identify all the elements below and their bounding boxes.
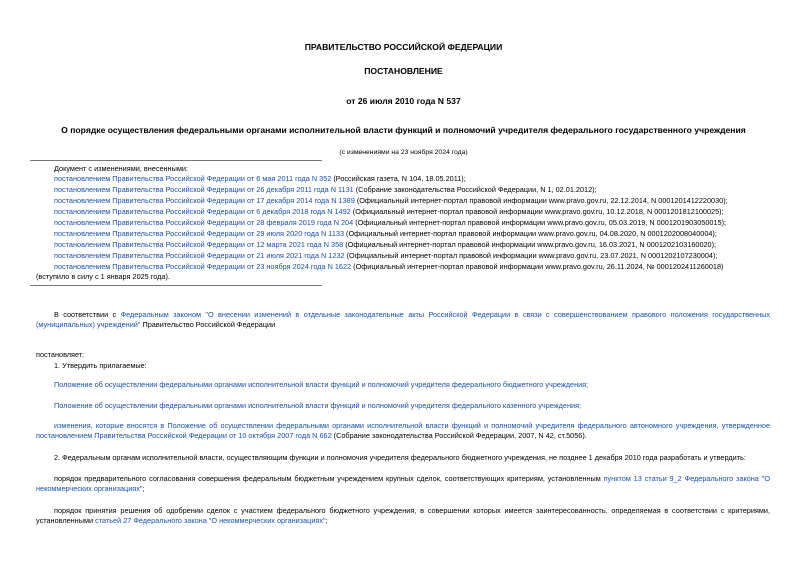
doc-type-heading: ПОСТАНОВЛЕНИЕ <box>364 66 443 76</box>
amendment-item <box>54 240 716 250</box>
paragraph-1: 1. Утвердить прилагаемые: <box>54 361 147 370</box>
changes-link[interactable]: изменения, которые вносятся в Положение об осуществлении федеральными органами исполнительной власти функций и полномочий учредителя федерального автономного учреждения, утвержденное постановлением Правительства Российской Федерации от 10 октября 2007 года N 662 <box>36 421 770 440</box>
amendment-source: (Собрание законодательства Российской Федерации, N 1, 02.01.2012); <box>353 185 597 194</box>
amendment-source: (Официальный интернет-портал правовой информации www.pravo.gov.ru, 10.12.2018, N 0001201812100025); <box>350 207 724 216</box>
amendment-source: (Официальный интернет-портал правовой информации www.pravo.gov.ru, 05.03.2019, N 0001201903050015); <box>353 218 727 227</box>
amendments-intro: Документ с изменениями, внесенными: <box>54 164 188 173</box>
changes-source: (Собрание законодательства Российской Федерации, 2007, N 42, ст.5056). <box>331 431 587 440</box>
amendment-item <box>54 207 724 217</box>
edition-note: (с изменениями на 23 ноября 2024 года) <box>339 149 468 156</box>
government-heading: ПРАВИТЕЛЬСТВО РОССИЙСКОЙ ФЕДЕРАЦИИ <box>304 42 503 52</box>
amendment-item <box>54 218 726 228</box>
paragraph-2a-text: порядок предварительного согласования совершения федеральным бюджетным учреждением крупных сделок, соответствующих критериям, установленным <box>54 474 604 483</box>
paragraph-2b-text: порядок принятия решения об одобрении сделок с участием федерального бюджетного учреждения, в совершении которых имеется заинтересованность, определяемая в соответствии с критериями, установленными <box>36 506 770 525</box>
link-regulation-state <box>54 401 581 411</box>
amendment-link[interactable]: постановлением Правительства Российской Федерации от 28 февраля 2019 года N 204 <box>54 218 354 227</box>
amendment-item <box>54 251 717 261</box>
paragraph-2: 2. Федеральным органам исполнительной власти, осуществляющим функции и полномочия учредителя федерального бюджетного учреждения, не позднее 1 декабря 2010 года разработать и утвердить: <box>54 453 746 462</box>
amendment-source: (Официальный интернет-портал правовой информации www.pravo.gov.ru, 23.07.2021, N 0001202107230004); <box>344 251 718 260</box>
law-article-9-2-link[interactable]: пунктом 13 статьи 9_2 Федерального закона "О некоммерческих организациях" <box>36 474 770 493</box>
amendment-source: (Официальный интернет-портал правовой информации www.pravo.gov.ru, 16.03.2021, N 0001202103160020); <box>343 240 717 249</box>
regulation-budget-link[interactable]: Положение об осуществлении федеральными органами исполнительной власти функций и полномочий учредителя федерального бюджетного учреждения; <box>54 380 589 389</box>
amendment-item <box>54 174 466 184</box>
paragraph-2b <box>36 506 770 526</box>
preamble <box>36 310 770 330</box>
amendment-link[interactable]: постановлением Правительства Российской Федерации от 26 декабря 2011 года N 1131 <box>54 185 354 194</box>
amendment-link[interactable]: постановлением Правительства Российской Федерации от 12 марта 2021 года N 358 <box>54 240 344 249</box>
link-regulation-budget <box>54 380 588 390</box>
amendment-link[interactable]: постановлением Правительства Российской Федерации от 29 июля 2020 года N 1133 <box>54 229 345 238</box>
amendment-link[interactable]: постановлением Правительства Российской Федерации от 17 декабря 2014 года N 1389 <box>54 196 355 205</box>
decrees-word: постановляет: <box>36 350 85 359</box>
amendment-link[interactable]: постановлением Правительства Российской Федерации от 21 июля 2021 года N 1232 <box>54 251 345 260</box>
amendments-top-rule <box>30 160 322 161</box>
amendment-link[interactable]: постановлением Правительства Российской Федерации от 6 декабря 2018 года N 1492 <box>54 207 351 216</box>
paragraph-2a-end: ; <box>142 484 145 493</box>
doc-title: О порядке осуществления федеральными органами исполнительной власти функций и полномочий учредителя федерального государственного учреждения <box>61 125 746 135</box>
doc-date-number: от 26 июля 2010 года N 537 <box>346 96 461 106</box>
amendment-item <box>54 196 728 206</box>
amendment-source: (Официальный интернет-портал правовой информации www.pravo.gov.ru, 22.12.2014, N 0001201412220030); <box>354 196 728 205</box>
paragraph-2a <box>36 474 770 494</box>
amendment-link[interactable]: постановлением Правительства Российской Федерации от 23 ноября 2024 года N 1622 <box>54 262 352 271</box>
paragraph-2b-end: ; <box>325 516 328 525</box>
amendment-source: (Официальный интернет-портал правовой информации www.pravo.gov.ru, 04.08.2020, N 0001202008040004); <box>344 229 717 238</box>
preamble-ending: Правительство Российской Федерации <box>140 320 276 329</box>
paragraph-1-changes <box>36 421 770 441</box>
federal-law-link[interactable]: Федеральным законом "О внесении изменений в отдельные законодательные акты Российской Федерации в связи с совершенствованием правового положения государственных (муниципальных) учреждений" <box>36 310 770 329</box>
amendment-item <box>54 185 597 195</box>
amendment-item <box>54 229 717 239</box>
amendment-link[interactable]: постановлением Правительства Российской Федерации от 6 мая 2011 года N 352 <box>54 174 332 183</box>
regulation-state-link[interactable]: Положение об осуществлении федеральными органами исполнительной власти функций и полномочий учредителя федерального казенного учреждения; <box>54 401 582 410</box>
amendment-source: (Официальный интернет-портал правовой информации www.pravo.gov.ru, 26.11.2024, № 0001202411260018) (вступило в силу с 1 января 2025 года). <box>36 262 724 281</box>
amendment-source: (Российская газета, N 104, 18.05.2011); <box>331 174 466 183</box>
law-article-27-link[interactable]: статьей 27 Федерального закона "О некоммерческих организациях" <box>95 516 326 525</box>
amendments-bottom-rule <box>30 285 322 286</box>
amendment-item <box>36 262 752 282</box>
preamble-intro: В соответствии с <box>54 310 121 319</box>
